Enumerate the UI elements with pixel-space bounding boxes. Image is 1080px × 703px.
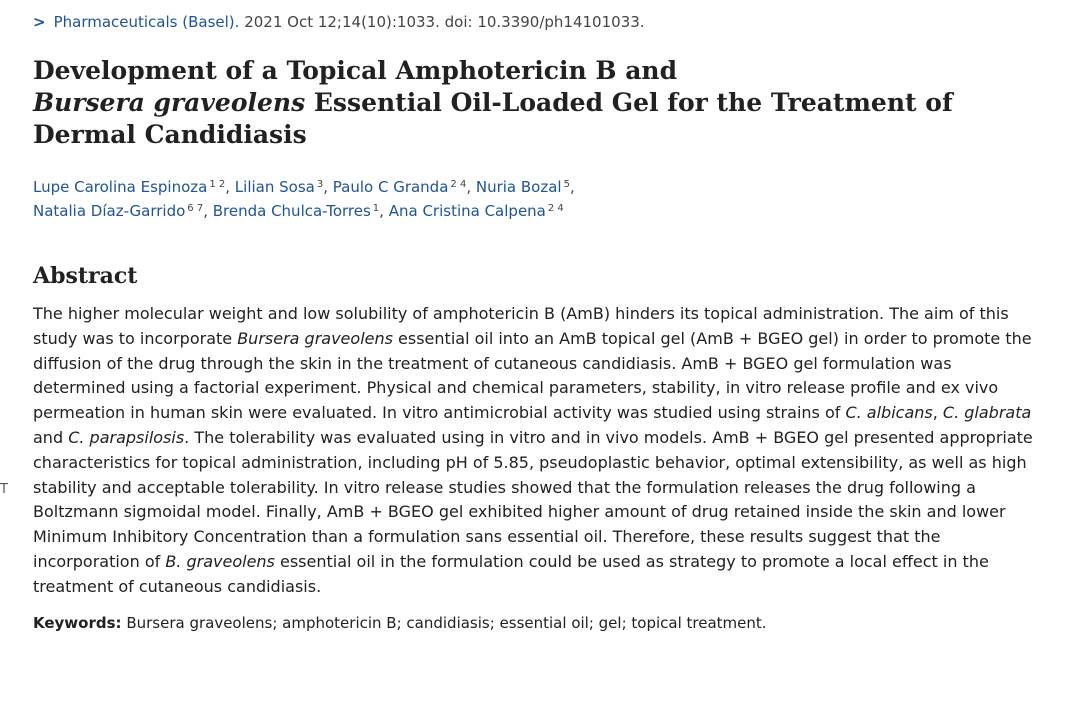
author-link[interactable]: Nuria Bozal (475, 178, 562, 196)
left-gutter-fragment: T (0, 482, 8, 497)
abstract-segment: , (932, 403, 943, 423)
abstract-segment: essential oil in the formulation could be used as strategy to promote a local effect in the treatment of cutaneous candidiasis. (33, 551, 989, 596)
author-affiliation[interactable]: 5 (563, 179, 570, 190)
journal-link[interactable]: Pharmaceuticals (Basel). (53, 13, 240, 31)
keywords-text: Bursera graveolens; amphotericin B; candidiasis; essential oil; gel; topical treatment. (121, 613, 767, 632)
author-separator: , (569, 178, 575, 196)
abstract-italic-term: C. albicans (845, 403, 933, 423)
author-affiliation[interactable]: 1 (372, 203, 380, 214)
author-link[interactable]: Lupe Carolina Espinoza (33, 178, 208, 196)
author-link[interactable]: Natalia Díaz-Garrido (33, 202, 186, 220)
author-affiliation[interactable]: 6 7 (187, 203, 204, 214)
abstract-italic-term: B. graveolens (165, 551, 275, 571)
author-list (33, 174, 1043, 222)
author-separator: , (466, 178, 476, 196)
author-separator: , (225, 178, 235, 196)
author-link[interactable]: Brenda Chulca-Torres (212, 202, 371, 220)
abstract-italic-term: C. glabrata (942, 403, 1032, 423)
citation-details: 2021 Oct 12;14(10):1033. doi: 10.3390/ph14101033. (244, 13, 645, 31)
article-title (33, 55, 1043, 151)
author-separator: , (379, 202, 389, 220)
abstract-italic-term: Bursera graveolens (237, 328, 393, 348)
author-link[interactable]: Paulo C Granda (332, 178, 449, 196)
abstract-italic-term: C. parapsilosis (68, 427, 185, 447)
author-affiliation[interactable]: 2 4 (450, 179, 467, 190)
abstract-segment: essential oil into an AmB topical gel (AmB + BGEO gel) in order to promote the diffusion of the drug through the skin in the treatment of cutaneous candidiasis. AmB + BGEO gel formulation was determined using a factorial experiment. Physical and chemical parameters, stability, in vitro release profile and ex vivo permeation in human skin were evaluated. In vitro antimicrobial activity was studied using strains of (33, 328, 1032, 423)
title-part-1: Development of a Topical Amphotericin B and (33, 56, 678, 85)
author-affiliation[interactable]: 3 (316, 179, 324, 190)
article-content (33, 12, 1043, 634)
abstract-segment: The higher molecular weight and low solubility of amphotericin B (AmB) hinders its topical administration. The aim of this study was to incorporate (33, 304, 1009, 348)
abstract-segment: and (33, 427, 69, 447)
keywords (33, 612, 1043, 634)
abstract-segment: . The tolerability was evaluated using in vitro and in vivo models. AmB + BGEO gel presented appropriate characteristics for topical administration, including pH of 5.85, pseudoplastic behavior, optimal extensibility, as well as high stability and acceptable tolerability. In vitro release studies showed that the formulation releases the drug following a Boltzmann sigmoidal model. Finally, AmB + BGEO gel exhibited higher amount of drug retained inside the skin and lower Minimum Inhibitory Concentration than a formulation sans essential oil. Therefore, these results suggest that the incorporation of (33, 427, 1033, 571)
author-separator: , (323, 178, 333, 196)
keywords-label: Keywords: (33, 613, 122, 632)
chevron-right-icon[interactable]: > (33, 13, 46, 31)
author-separator: , (203, 202, 213, 220)
title-italic-species: Bursera graveolens (33, 88, 306, 117)
author-affiliation[interactable]: 2 4 (547, 203, 564, 214)
author-link[interactable]: Lilian Sosa (234, 178, 315, 196)
abstract-heading: Abstract (33, 263, 138, 289)
author-link[interactable]: Ana Cristina Calpena (388, 202, 546, 220)
abstract-text (33, 302, 1043, 600)
citation-line (33, 12, 1043, 32)
title-part-2: Essential Oil-Loaded Gel for the Treatment of Dermal Candidiasis (33, 88, 953, 149)
author-affiliation[interactable]: 1 2 (209, 179, 226, 190)
